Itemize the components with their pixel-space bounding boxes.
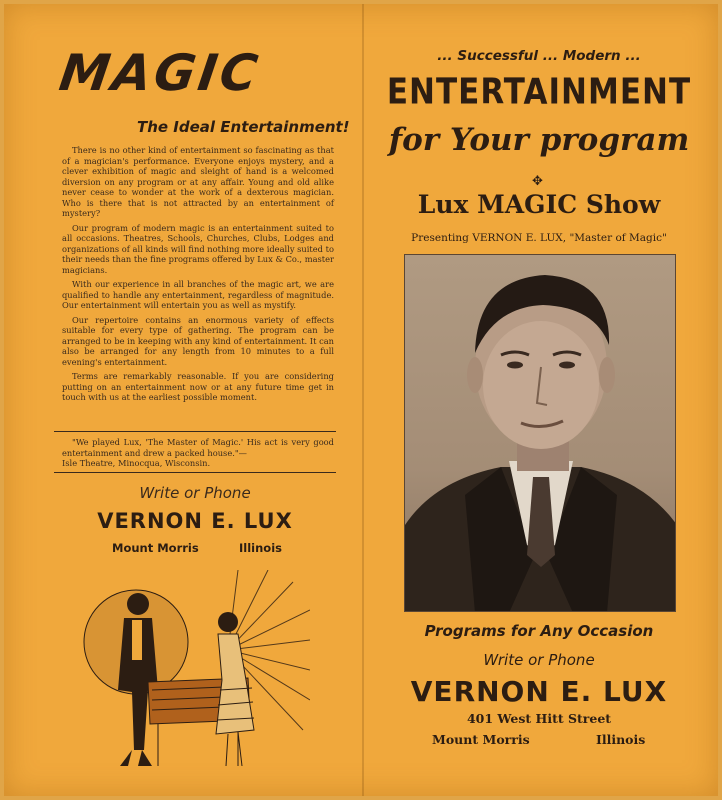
divider-top — [54, 431, 336, 432]
tagline: ... Successful ... Modern ... — [437, 48, 641, 64]
programs-for-any-occasion: Programs for Any Occasion — [424, 622, 654, 640]
for-your-program: for Your program — [388, 122, 690, 158]
city-left: Mount Morris — [112, 541, 199, 555]
street-address: 401 West Hitt Street — [466, 711, 612, 726]
testimonial-source: Isle Theatre, Minocqua, Wisconsin. — [62, 458, 211, 468]
show-title: Lux MAGIC Show — [417, 190, 661, 219]
ornament-icon: ✥ — [532, 174, 543, 189]
ideal-entertainment-subtitle: The Ideal Entertainment! — [137, 118, 350, 136]
paragraph: There is no other kind of entertainment so fascinating as that of a magician's performance. Everyone enjoys mystery, and a clever exhibition of magic and sleight of hand is a welcomed diversion on any program or at any affair. Young and old alike never cease to wonder at the work of a dexterous magician. Who is there that is not attracted by an entertainment of mystery? — [62, 145, 334, 218]
presenting-line: Presenting VERNON E. LUX, "Master of Magic" — [411, 232, 667, 244]
paragraph: Our repertoire contains an enormous variety of effects suitable for every type of gathering. The program can be arranged to be in keeping with any kind of entertainment. It can also be arranged for any length from 10 minutes to a full evening's entertainment. — [62, 314, 334, 367]
paragraph: With our experience in all branches of the magic art, we are qualified to handle any entertainment, regardless of magnitude. Our entertainment will entertain you as well as mystify. — [62, 279, 334, 310]
magician-illustration — [78, 570, 310, 770]
write-or-phone-left: Write or Phone — [139, 484, 251, 502]
entertainment-headline: ENTERTAINMENT — [386, 71, 692, 113]
testimonial-text: "We played Lux, 'The Master of Magic.' His act is very good entertainment and drew a packed house."— — [62, 437, 334, 458]
paragraph: Terms are remarkably reasonable. If you are considering putting on an entertainment now or at any future time get in touch with us at the earliest possible moment. — [62, 371, 334, 402]
portrait-photo — [404, 254, 676, 612]
flyer-sheet — [4, 4, 718, 796]
testimonial — [62, 437, 334, 469]
paragraph: Our program of modern magic is an entertainment suited to all occasions. Theatres, Schools, Churches, Clubs, Lodges and organizations of all kinds will find nothing more ideally suited to their needs than the fine programs offered by Lux & Co., master magicians. — [62, 222, 334, 275]
write-or-phone-right: Write or Phone — [483, 651, 595, 669]
divider-bottom — [54, 472, 336, 473]
city-right: Mount Morris — [432, 732, 530, 747]
center-fold — [362, 4, 364, 796]
magic-title: MAGIC — [55, 44, 264, 102]
state-right: Illinois — [596, 732, 646, 747]
name-right: VERNON E. LUX — [410, 675, 668, 708]
portrait-figure — [405, 255, 676, 612]
body-text — [62, 145, 334, 407]
name-left: VERNON E. LUX — [97, 509, 293, 533]
state-left: Illinois — [239, 541, 282, 555]
